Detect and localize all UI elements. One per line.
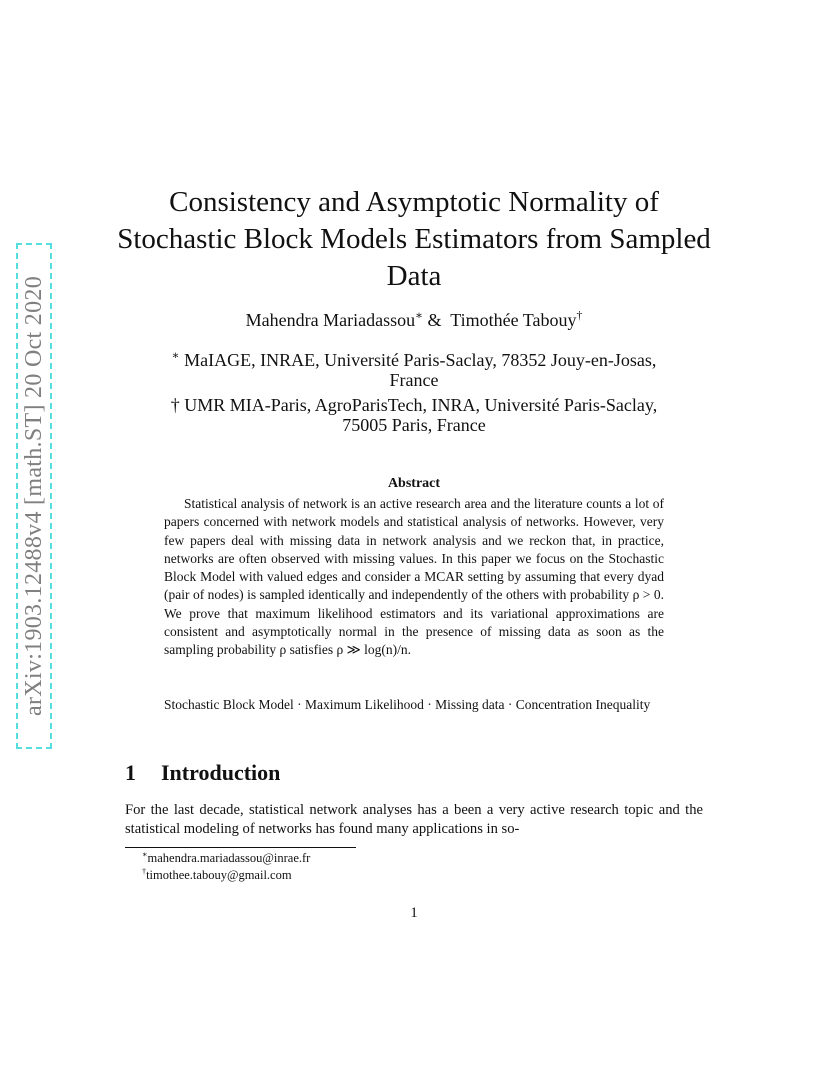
section-heading: [125, 760, 280, 786]
footnote-mark: †: [576, 309, 583, 322]
affiliation-line: 75005 Paris, France: [342, 415, 486, 435]
abstract-heading: Abstract: [387, 476, 441, 491]
title-line: Consistency and Asymptotic Normality of: [169, 186, 659, 218]
footnote: [142, 867, 292, 883]
affiliation-line: France: [389, 370, 439, 390]
keywords: Stochastic Block Model · Maximum Likelihood · Missing data · Concentration Inequality: [164, 697, 651, 712]
section-number: 1: [125, 760, 136, 785]
author-name: Mahendra Mariadassou: [245, 310, 416, 330]
paper-title: [110, 184, 718, 295]
section-title: Introduction: [161, 760, 281, 785]
affiliation: [110, 395, 718, 435]
author-name: Timothée Tabouy: [450, 310, 577, 330]
footnote-divider: [125, 847, 356, 848]
affiliation-mark: †: [170, 395, 180, 415]
footnote-mark: †: [142, 866, 147, 876]
affiliation-line: MaIAGE, INRAE, Université Paris-Saclay, 78352 Jouy-en-Josas,: [184, 350, 657, 370]
affiliation-mark: ∗: [171, 349, 180, 362]
title-line: Stochastic Block Models Estimators from Sampled: [117, 223, 711, 255]
author-separator: &: [427, 310, 442, 330]
affiliation: [110, 350, 718, 390]
arxiv-identifier: arXiv:1903.12488v4 [math.ST] 20 Oct 2020: [20, 276, 47, 716]
footnote-mark: ∗: [415, 309, 424, 322]
footnote-email[interactable]: timothee.tabouy@gmail.com: [146, 868, 292, 882]
author-list: [110, 309, 718, 331]
title-line: Data: [386, 260, 442, 292]
page-number: 1: [410, 905, 418, 921]
affiliation-line: UMR MIA-Paris, AgroParisTech, INRA, Université Paris-Saclay,: [184, 395, 658, 415]
footnote: [142, 850, 310, 866]
abstract-text: Statistical analysis of network is an active research area and the literature counts a lot of papers concerned with network models and statistical analysis of networks. However, very few papers deal with missing data in network analysis and we reckon that, in practice, networks are often observed with missing values. In this paper we focus on the Stochastic Block Model with valued edges and consider a MCAR setting by assuming that every dyad (pair of nodes) is sampled identically and independently of the others with probability ρ > 0. We prove that maximum likelihood estimators and its variational approximations are consistent and asymptotically normal in the presence of missing data as soon as the sampling probability ρ satisfies ρ ≫ log(n)/n.: [164, 496, 664, 658]
footnote-mark: ∗: [142, 849, 148, 859]
footnote-email[interactable]: mahendra.mariadassou@inrae.fr: [147, 851, 311, 865]
arxiv-stamp: [16, 243, 52, 749]
section-body: For the last decade, statistical network analyses has a been a very active research topic and the statistical modeling of networks has found many applications in so-: [125, 802, 703, 838]
